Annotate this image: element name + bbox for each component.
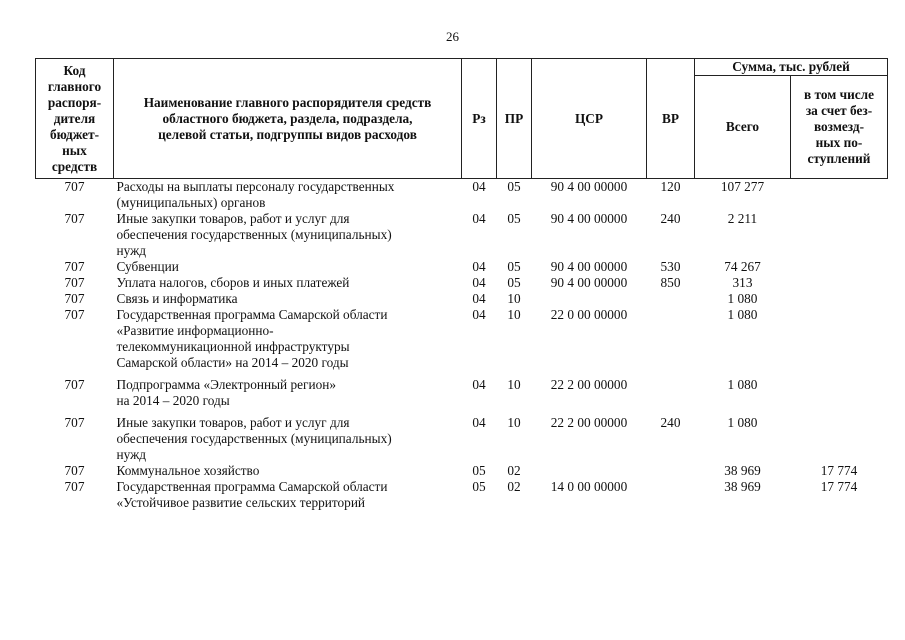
cell-rz: 04 bbox=[472, 275, 486, 290]
cell-rz: 04 bbox=[472, 377, 486, 392]
cell-vr: 850 bbox=[660, 275, 681, 290]
cell-name: Подпрограмма «Электронный регион» на 2014 – 2020 годы bbox=[116, 377, 336, 408]
table-row bbox=[36, 259, 888, 275]
cell-pr: 02 bbox=[507, 479, 521, 494]
cell-vr: 530 bbox=[660, 259, 681, 274]
cell-code: 707 bbox=[64, 291, 85, 306]
cell-total: 1 080 bbox=[727, 377, 758, 392]
header-vr: ВР bbox=[647, 59, 695, 179]
cell-pr: 10 bbox=[507, 377, 521, 392]
header-row-top bbox=[36, 59, 888, 76]
cell-total: 1 080 bbox=[727, 291, 758, 306]
cell-total: 313 bbox=[732, 275, 753, 290]
cell-csr: 90 4 00 00000 bbox=[550, 275, 628, 290]
cell-vr: 240 bbox=[660, 415, 681, 430]
cell-free-receipts bbox=[791, 275, 888, 291]
cell-vr bbox=[647, 463, 695, 479]
cell-rz: 04 bbox=[472, 259, 486, 274]
table-row bbox=[36, 479, 888, 511]
cell-vr bbox=[647, 307, 695, 377]
page-number: 26 bbox=[446, 29, 459, 44]
cell-pr: 10 bbox=[507, 415, 521, 430]
cell-code: 707 bbox=[64, 479, 85, 494]
cell-rz: 04 bbox=[472, 415, 486, 430]
cell-rz: 04 bbox=[472, 211, 486, 226]
header-name: Наименование главного распорядителя средств областного бюджета, раздела, подраздела, целевой статьи, подгруппы видов расходов bbox=[114, 59, 462, 179]
cell-csr bbox=[532, 463, 647, 479]
cell-csr: 90 4 00 00000 bbox=[550, 179, 628, 194]
cell-name: Иные закупки товаров, работ и услуг для обеспечения государственных (муниципальных) нужд bbox=[116, 415, 392, 462]
cell-vr bbox=[647, 479, 695, 511]
table-row bbox=[36, 307, 888, 377]
table-row bbox=[36, 291, 888, 307]
table-row bbox=[36, 415, 888, 463]
header-code: Код главного распоря- дителя бюджет- ных средств bbox=[36, 59, 114, 179]
cell-total: 1 080 bbox=[727, 307, 758, 322]
cell-pr: 02 bbox=[507, 463, 521, 478]
cell-free-receipts: 17 774 bbox=[820, 463, 858, 478]
cell-free-receipts bbox=[791, 291, 888, 307]
cell-csr: 22 2 00 00000 bbox=[550, 415, 628, 430]
table-row bbox=[36, 275, 888, 291]
cell-total: 74 267 bbox=[724, 259, 761, 274]
cell-code: 707 bbox=[64, 377, 85, 392]
cell-rz: 05 bbox=[472, 463, 486, 478]
cell-pr: 05 bbox=[507, 179, 521, 194]
cell-name: Связь и информатика bbox=[116, 291, 238, 306]
cell-code: 707 bbox=[64, 259, 85, 274]
cell-free-receipts bbox=[791, 179, 888, 212]
cell-free-receipts bbox=[791, 307, 888, 377]
cell-total: 107 277 bbox=[720, 179, 765, 194]
cell-vr bbox=[647, 377, 695, 415]
cell-csr bbox=[532, 291, 647, 307]
cell-code: 707 bbox=[64, 179, 85, 194]
cell-name: Иные закупки товаров, работ и услуг для обеспечения государственных (муниципальных) нужд bbox=[116, 211, 392, 258]
cell-code: 707 bbox=[64, 275, 85, 290]
cell-pr: 05 bbox=[507, 259, 521, 274]
cell-vr: 240 bbox=[660, 211, 681, 226]
cell-rz: 04 bbox=[472, 291, 486, 306]
cell-free-receipts bbox=[791, 415, 888, 463]
cell-csr: 14 0 00 00000 bbox=[550, 479, 628, 494]
header-free-receipts: в том числе за счет без- возмезд- ных по- ступлений bbox=[791, 76, 888, 179]
cell-code: 707 bbox=[64, 415, 85, 430]
header-sum-group: Сумма, тыс. рублей bbox=[695, 59, 888, 76]
table-row bbox=[36, 377, 888, 415]
cell-code: 707 bbox=[64, 211, 85, 226]
cell-total: 38 969 bbox=[724, 463, 761, 478]
cell-csr: 22 0 00 00000 bbox=[550, 307, 628, 322]
cell-free-receipts bbox=[791, 259, 888, 275]
cell-code: 707 bbox=[64, 307, 85, 322]
cell-csr: 22 2 00 00000 bbox=[550, 377, 628, 392]
table-row bbox=[36, 211, 888, 259]
cell-name: Коммунальное хозяйство bbox=[116, 463, 260, 478]
cell-total: 38 969 bbox=[724, 479, 761, 494]
cell-pr: 05 bbox=[507, 275, 521, 290]
cell-name: Уплата налогов, сборов и иных платежей bbox=[116, 275, 350, 290]
budget-table bbox=[35, 58, 888, 511]
cell-pr: 10 bbox=[507, 307, 521, 322]
cell-csr: 90 4 00 00000 bbox=[550, 259, 628, 274]
cell-free-receipts bbox=[791, 377, 888, 415]
cell-rz: 04 bbox=[472, 307, 486, 322]
cell-total: 2 211 bbox=[727, 211, 758, 226]
cell-rz: 05 bbox=[472, 479, 486, 494]
cell-vr: 120 bbox=[660, 179, 681, 194]
cell-name: Государственная программа Самарской области «Развитие информационно- телекоммуникационной инфраструктуры Самарской области» на 2014 – 2020 годы bbox=[116, 307, 388, 370]
cell-csr: 90 4 00 00000 bbox=[550, 211, 628, 226]
cell-name: Расходы на выплаты персоналу государственных (муниципальных) органов bbox=[116, 179, 395, 210]
header-pr: ПР bbox=[497, 59, 532, 179]
cell-pr: 05 bbox=[507, 211, 521, 226]
cell-pr: 10 bbox=[507, 291, 521, 306]
header-total: Всего bbox=[695, 76, 791, 179]
cell-free-receipts: 17 774 bbox=[820, 479, 858, 494]
cell-name: Субвенции bbox=[116, 259, 179, 274]
header-csr: ЦСР bbox=[532, 59, 647, 179]
cell-total: 1 080 bbox=[727, 415, 758, 430]
cell-code: 707 bbox=[64, 463, 85, 478]
cell-name: Государственная программа Самарской области «Устойчивое развитие сельских территорий bbox=[116, 479, 388, 510]
cell-vr bbox=[647, 291, 695, 307]
header-rz: Рз bbox=[462, 59, 497, 179]
table-row bbox=[36, 179, 888, 212]
cell-rz: 04 bbox=[472, 179, 486, 194]
cell-free-receipts bbox=[791, 211, 888, 259]
table-row bbox=[36, 463, 888, 479]
